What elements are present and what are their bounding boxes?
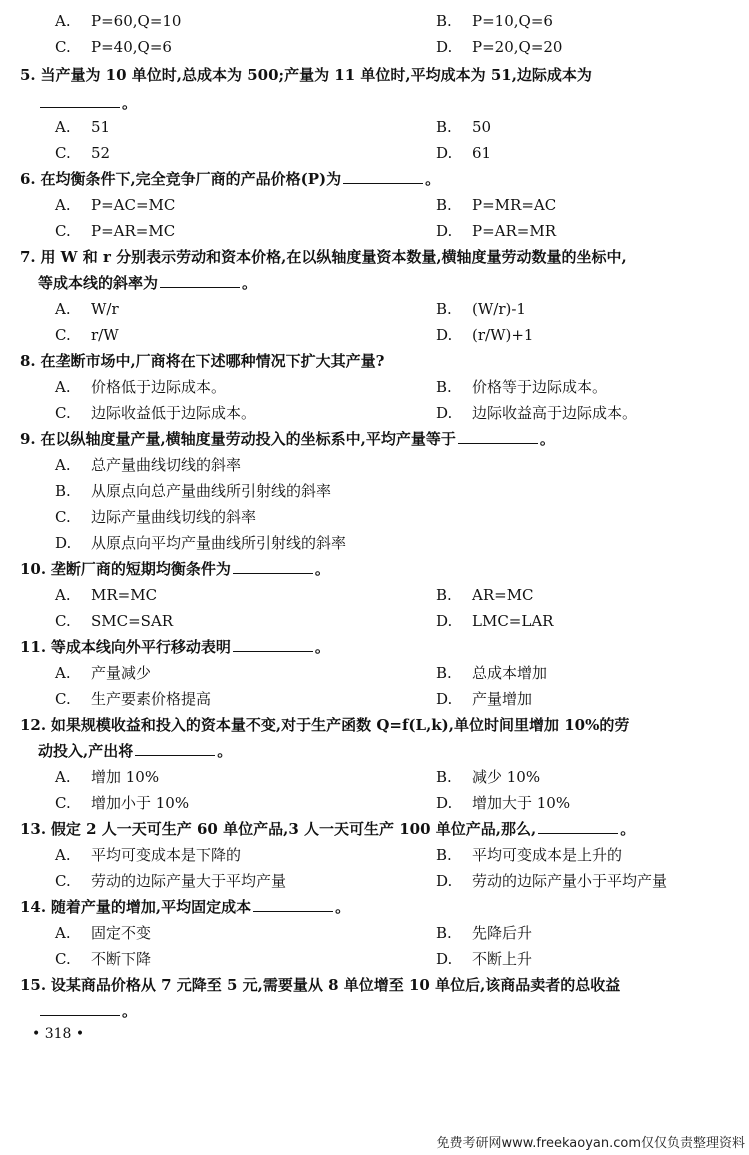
- option-label: B.: [436, 300, 452, 318]
- option-text: LMC=LAR: [472, 612, 554, 630]
- option-text: P=AC=MC: [91, 196, 176, 214]
- question-stem: 随着产量的增加,平均固定成本: [50, 898, 252, 916]
- answer-blank: [160, 271, 240, 288]
- question-stem: 在垄断市场中,厂商将在下述哪种情况下扩大其产量?: [40, 352, 385, 370]
- answer-blank: [343, 167, 423, 184]
- option-text: 平均可变成本是上升的: [472, 846, 623, 864]
- question-number: 7.: [20, 248, 36, 266]
- option-label: B.: [436, 12, 452, 30]
- question-end: 。: [217, 742, 233, 760]
- q12-option-a: [55, 764, 159, 790]
- q10-option-a: [55, 582, 157, 608]
- q12-option-d: [436, 790, 570, 816]
- option-text: 51: [91, 118, 111, 136]
- q10-option-b: [436, 582, 534, 608]
- answer-blank: [135, 739, 215, 756]
- q7-option-a: [55, 296, 119, 322]
- q4-option-d: [436, 34, 562, 60]
- page-number: • 318 •: [32, 1026, 85, 1042]
- question-stem-cont: 等成本线的斜率为: [38, 274, 159, 292]
- option-text: 从原点向平均产量曲线所引射线的斜率: [91, 534, 347, 552]
- option-label: C.: [55, 794, 71, 812]
- q9-option-d: [55, 530, 346, 556]
- option-label: B.: [436, 378, 452, 396]
- site-watermark: 免费考研网www.freekaoyan.com仅仅负责整理资料: [436, 1136, 745, 1151]
- q14-option-c: [55, 946, 151, 972]
- question-number: 12.: [20, 716, 47, 734]
- option-text: 固定不变: [91, 924, 152, 942]
- option-text: 平均可变成本是下降的: [91, 846, 242, 864]
- option-text: 总成本增加: [472, 664, 548, 682]
- option-label: B.: [436, 118, 452, 136]
- question-stem: 当产量为 10 单位时,总成本为 500;产量为 11 单位时,平均成本为 51,边际成本为: [40, 66, 592, 84]
- question-10: [20, 556, 720, 582]
- option-text: 生产要素价格提高: [91, 690, 212, 708]
- option-label: D.: [436, 222, 453, 240]
- q5-option-a: [55, 114, 110, 140]
- question-end: 。: [314, 560, 330, 578]
- q14-option-d: [436, 946, 532, 972]
- option-text: 产量减少: [91, 664, 152, 682]
- option-text: 不断上升: [472, 950, 533, 968]
- option-label: D.: [436, 404, 453, 422]
- option-label: A.: [55, 664, 71, 682]
- question-stem: 在均衡条件下,完全竞争厂商的产品价格(P)为: [40, 170, 342, 188]
- q4-option-c: [55, 34, 172, 60]
- q13-option-c: [55, 868, 286, 894]
- option-label: D.: [436, 872, 453, 890]
- question-15: [20, 972, 720, 998]
- q6-option-d: [436, 218, 556, 244]
- question-end: 。: [335, 898, 351, 916]
- option-label: B.: [436, 846, 452, 864]
- question-end: 。: [314, 638, 330, 656]
- question-stem-cont: 动投入,产出将: [38, 742, 134, 760]
- option-label: A.: [55, 12, 71, 30]
- option-label: B.: [436, 586, 452, 604]
- option-label: B.: [436, 768, 452, 786]
- q12-option-b: [436, 764, 540, 790]
- option-label: C.: [55, 508, 71, 526]
- option-label: A.: [55, 378, 71, 396]
- question-end: 。: [122, 94, 138, 112]
- q12-option-c: [55, 790, 189, 816]
- option-text: 不断下降: [91, 950, 152, 968]
- option-text: W/r: [91, 300, 119, 318]
- answer-blank: [233, 635, 313, 652]
- q4-option-a: [55, 8, 181, 34]
- question-end: 。: [425, 170, 441, 188]
- option-label: D.: [436, 794, 453, 812]
- q11-option-d: [436, 686, 532, 712]
- q14-option-b: [436, 920, 532, 946]
- q7-option-c: [55, 322, 119, 348]
- option-label: B.: [436, 196, 452, 214]
- question-5-line2: [38, 90, 137, 116]
- question-end: 。: [620, 820, 636, 838]
- q9-option-b: [55, 478, 331, 504]
- question-stem: 等成本线向外平行移动表明: [50, 638, 231, 656]
- question-end: 。: [539, 430, 555, 448]
- option-text: 增加大于 10%: [472, 794, 571, 812]
- option-text: P=20,Q=20: [472, 38, 563, 56]
- question-number: 14.: [20, 898, 47, 916]
- option-text: 价格低于边际成本。: [91, 378, 227, 396]
- option-label: B.: [436, 924, 452, 942]
- option-label: C.: [55, 144, 71, 162]
- answer-blank: [458, 427, 538, 444]
- q5-option-b: [436, 114, 491, 140]
- option-label: C.: [55, 326, 71, 344]
- q7-option-b: [436, 296, 526, 322]
- q11-option-b: [436, 660, 547, 686]
- answer-blank: [40, 999, 120, 1016]
- q11-option-c: [55, 686, 211, 712]
- option-text: 52: [91, 144, 111, 162]
- question-13: [20, 816, 720, 842]
- option-label: B.: [436, 664, 452, 682]
- question-12-line2: [38, 738, 232, 764]
- option-label: D.: [436, 38, 453, 56]
- option-label: A.: [55, 300, 71, 318]
- answer-blank: [253, 895, 333, 912]
- option-label: C.: [55, 872, 71, 890]
- q8-option-a: [55, 374, 226, 400]
- q4-option-b: [436, 8, 553, 34]
- option-text: P=40,Q=6: [91, 38, 172, 56]
- q9-option-a: [55, 452, 241, 478]
- option-text: (W/r)-1: [472, 300, 526, 318]
- option-label: A.: [55, 118, 71, 136]
- question-stem: 垄断厂商的短期均衡条件为: [50, 560, 231, 578]
- q6-option-a: [55, 192, 175, 218]
- option-text: (r/W)+1: [472, 326, 534, 344]
- q13-option-a: [55, 842, 241, 868]
- question-stem: 假定 2 人一天可生产 60 单位产品,3 人一天可生产 100 单位产品,那么,: [50, 820, 537, 838]
- option-label: A.: [55, 586, 71, 604]
- question-8: [20, 348, 720, 374]
- option-text: 减少 10%: [472, 768, 541, 786]
- q13-option-b: [436, 842, 622, 868]
- option-label: B.: [55, 482, 71, 500]
- q5-option-c: [55, 140, 110, 166]
- q8-option-d: [436, 400, 637, 426]
- q7-option-d: [436, 322, 533, 348]
- option-text: 边际收益高于边际成本。: [472, 404, 638, 422]
- option-label: A.: [55, 924, 71, 942]
- question-number: 13.: [20, 820, 47, 838]
- question-number: 9.: [20, 430, 36, 448]
- q9-option-c: [55, 504, 256, 530]
- question-number: 10.: [20, 560, 47, 578]
- question-end: 。: [242, 274, 258, 292]
- option-text: 50: [472, 118, 492, 136]
- option-text: 增加小于 10%: [91, 794, 190, 812]
- question-12: [20, 712, 720, 738]
- q6-option-b: [436, 192, 556, 218]
- option-label: A.: [55, 456, 71, 474]
- option-text: P=10,Q=6: [472, 12, 553, 30]
- option-label: D.: [436, 690, 453, 708]
- question-9: [20, 426, 720, 452]
- q14-option-a: [55, 920, 151, 946]
- option-text: P=60,Q=10: [91, 12, 182, 30]
- q5-option-d: [436, 140, 491, 166]
- option-text: 价格等于边际成本。: [472, 378, 608, 396]
- question-7-line2: [38, 270, 257, 296]
- question-6: [20, 166, 720, 192]
- option-text: MR=MC: [91, 586, 158, 604]
- q11-option-a: [55, 660, 151, 686]
- question-number: 6.: [20, 170, 36, 188]
- option-text: P=AR=MC: [91, 222, 176, 240]
- q8-option-b: [436, 374, 607, 400]
- option-label: A.: [55, 846, 71, 864]
- option-label: C.: [55, 950, 71, 968]
- option-text: 边际收益低于边际成本。: [91, 404, 257, 422]
- option-text: P=MR=AC: [472, 196, 557, 214]
- option-label: C.: [55, 222, 71, 240]
- option-text: 增加 10%: [91, 768, 160, 786]
- q10-option-d: [436, 608, 553, 634]
- option-text: 劳动的边际产量小于平均产量: [472, 872, 668, 890]
- option-text: 61: [472, 144, 492, 162]
- option-text: r/W: [91, 326, 119, 344]
- option-label: D.: [436, 144, 453, 162]
- option-text: 劳动的边际产量大于平均产量: [91, 872, 287, 890]
- option-text: 边际产量曲线切线的斜率: [91, 508, 257, 526]
- option-label: D.: [436, 326, 453, 344]
- question-number: 5.: [20, 66, 36, 84]
- answer-blank: [233, 557, 313, 574]
- q6-option-c: [55, 218, 175, 244]
- question-stem: 用 W 和 r 分别表示劳动和资本价格,在以纵轴度量资本数量,横轴度量劳动数量的坐标中,: [40, 248, 627, 266]
- answer-blank: [40, 91, 120, 108]
- q10-option-c: [55, 608, 173, 634]
- option-label: C.: [55, 690, 71, 708]
- option-text: 产量增加: [472, 690, 533, 708]
- q8-option-c: [55, 400, 256, 426]
- option-label: A.: [55, 768, 71, 786]
- question-5: [20, 62, 720, 88]
- question-stem: 在以纵轴度量产量,横轴度量劳动投入的坐标系中,平均产量等于: [40, 430, 456, 448]
- option-text: AR=MC: [472, 586, 534, 604]
- question-end: 。: [122, 1002, 138, 1020]
- question-15-line2: [38, 998, 137, 1024]
- option-text: 先降后升: [472, 924, 533, 942]
- option-label: C.: [55, 404, 71, 422]
- question-number: 11.: [20, 638, 47, 656]
- option-text: SMC=SAR: [91, 612, 174, 630]
- question-number: 15.: [20, 976, 47, 994]
- option-text: 总产量曲线切线的斜率: [91, 456, 242, 474]
- question-stem: 设某商品价格从 7 元降至 5 元,需要量从 8 单位增至 10 单位后,该商品卖者的总收益: [50, 976, 621, 994]
- option-label: C.: [55, 612, 71, 630]
- question-number: 8.: [20, 352, 36, 370]
- option-text: 从原点向总产量曲线所引射线的斜率: [91, 482, 332, 500]
- question-stem: 如果规模收益和投入的资本量不变,对于生产函数 Q=f(L,k),单位时间里增加 10%的劳: [50, 716, 630, 734]
- option-label: D.: [436, 950, 453, 968]
- answer-blank: [538, 817, 618, 834]
- question-11: [20, 634, 720, 660]
- question-14: [20, 894, 720, 920]
- option-label: D.: [55, 534, 72, 552]
- q13-option-d: [436, 868, 667, 894]
- option-label: A.: [55, 196, 71, 214]
- option-text: P=AR=MR: [472, 222, 557, 240]
- question-7: [20, 244, 720, 270]
- option-label: C.: [55, 38, 71, 56]
- option-label: D.: [436, 612, 453, 630]
